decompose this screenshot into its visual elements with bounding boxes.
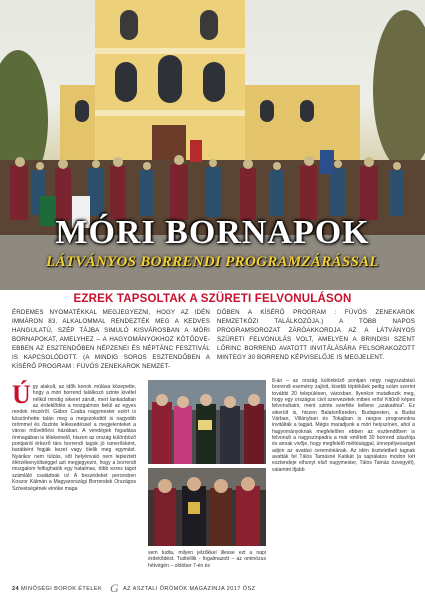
body-column-1 bbox=[12, 380, 136, 492]
photo-ceremony bbox=[148, 468, 266, 546]
page-title: MÓRI BORNAPOK bbox=[55, 214, 370, 251]
section-heading: EZREK TAPSOLTAK A SZÜRETI FELVONULÁSON bbox=[73, 293, 352, 305]
body-column-1-text: gy alakult, az idők konok múlása közepette, hogy a móri borrend találkozó szinte kivétel nélkül mindig sikeret zárult, mert lankadatlan az érdeklődés a mozgalmon belül az egyes rendek részéről. Gábor Csaba nagymester ezért is köszönhette talán meg a megszokottól is nagyobb örömmel és őszinte lelkesedéssel a megjelenteket a városi műveltőési házában. A vendégek fogadása önmagában is lélekemelő, hiszen az ország különböző pontjairól érkező társ borrendi tagok jó ismerősként, barátként fogják kezet vagy ölelik meg egymást. Nyárikor nem túlzás, sőt helyénvaló nem lepleztett élérzékenyültséggel azt megjegyezni, hogy a borrendi mozgalom felfoghatók egy hatalmas, több ezres tagot számláló családnak is! A beszédeket percesben Koszor Kálmán a Magyarországi Borrendek Országos Szövetségének elnöke maga bbox=[12, 384, 136, 492]
body-column-3: 8-án – az ország különböző pontjain négy nagyszabású borrendi esemény zajlott, kisebb léptékűek pedig szám szerint további 20 településen, városban. Ilyenkor mutatkozik meg, hogy egy országos civil szervezetek miben erős! Kitűnő képes felvonultatni, ment szinte ezerféle kellene „szakadnia". Ez sikerült is, hiszen Balatonfüreden, Budapesten, a Budai Várban, Villányban és Tokajban is rangos programokra invitálták a tagjait. Mégis maradjunk a móri helyszínen, ahol a hagyományoknak megfelelően ebben az esztendőben is felvonult a nagyszínpadra a már említett 30 borrend zászlója és annak vivője, hogy megfelelő méltósággal, ünnepélyességet adjon az avatási ceremóniának. Az idén tiszteletbeli tagnak avatták fel Tálos Tamásné Katikát (a sajnálatos módon két esztendeje elhunyt első nagymester, Tálos Tamás özvegyét), valamint ifjabb bbox=[272, 378, 415, 473]
page-subtitle: LÁTVÁNYOS BORRENDI PROGRAMZÁRÁSSAL bbox=[46, 254, 379, 270]
hero-photo bbox=[0, 0, 425, 290]
footer-left-text: MINŐSÉGI BOROK ÉTELEK bbox=[21, 586, 103, 592]
footer-left bbox=[12, 586, 102, 592]
body-column-2: sem tudta, milyen jelzőkkel illesse ezt a napi érdekődést. Tudniillik - fogalmazott – az ominózus hétvégén – október 7-én és bbox=[148, 550, 266, 569]
photo-borrend-members bbox=[148, 380, 266, 464]
dropcap: Ú bbox=[12, 380, 31, 409]
page-number: 24 bbox=[12, 586, 20, 592]
tree-right bbox=[373, 10, 425, 170]
magazine-logo-icon: G bbox=[110, 581, 119, 595]
lead-paragraph-left: ÉRDEMES NYOMATÉKKAL MEGJEGYEZNI, HOGY AZ IDÉN IMMÁRON 83. ALKALOMMAL RENDEZTÉK MEG A KEDVES HANGULATÚ, SZÉP TÁJBA SIMULÓ KISVÁROSBAN A MÓRI BORNAPOKAT, AMELYHEZ – A HAGYOMÁNYOKHOZ KÖTŐDVE- EBBEN AZ ESZTENDŐBEN NÉPZENEI ÉS NÉPTÁNC FESZTIVÁL IS KAPCSOLÓDOTT. (A MINDIG SOROS ESZTENDŐBEN A KÍSÉRŐ PROGRAM : FÚVÓS ZENEKAROK NEMZET- bbox=[12, 309, 210, 370]
footer-right-text: AZ ASZTALI ÖRÖMÖK MAGAZINJA 2017 ŐSZ bbox=[123, 586, 256, 592]
lead-paragraph-right: DŐBEN A KÍSÉRŐ PROGRAM : FÚVÓS ZENEKAROK NEMZETKÖZI TALÁLKOZÓJA.) A TÖBB NAPOS PROGRAMSOROZAT ZÁRÓAKKORDJA AZ A LÁTVÁNYOS SZÜRETI FELVONULÁS VOLT, AMELYEN A BRINDISI SZENT LŐRINC BORREND AVATOTT INVITÁLÁSÁRA FELSORAKOZOTT MINTEGY 30 BORREND KÉPVISELŐJE IS MEGJELENT. bbox=[217, 309, 415, 361]
